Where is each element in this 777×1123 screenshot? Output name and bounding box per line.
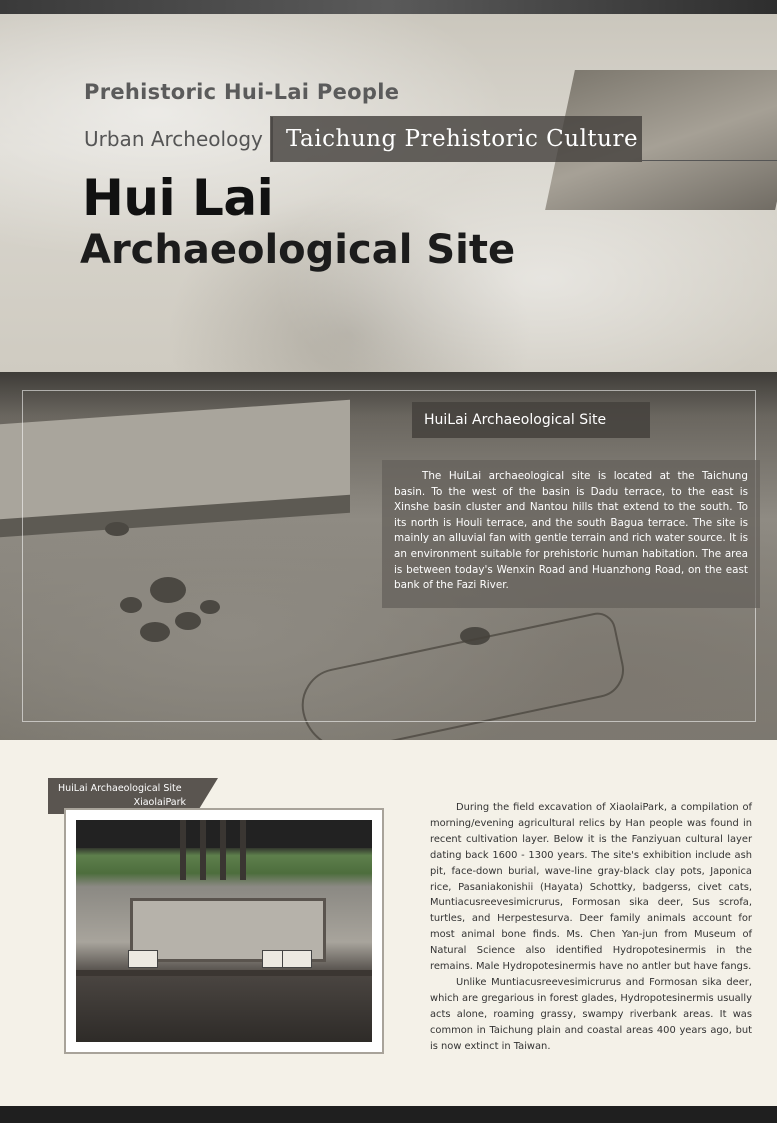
category-tag-plain: Urban Archeology	[84, 117, 273, 161]
info-sign	[128, 950, 158, 968]
bottom-border-strip	[0, 1106, 777, 1123]
roof-beam	[200, 820, 206, 880]
roof-beam	[240, 820, 246, 880]
park-paragraph-2: Unlike Muntiacusreevesimicrurus and Formosan sika deer, which are gregarious in forest glades, Hydropotesinermis usually acts alone, roaming grassy, swampy riverbank areas. It was common in Taichung plain and coastal areas 400 years ago, but is now extinct in Taiwan.	[430, 976, 752, 1052]
excavation-photo	[0, 372, 777, 740]
tag-divider-line	[642, 160, 777, 161]
park-description	[430, 800, 752, 1055]
intro-label: HuiLai Archaeological Site	[412, 402, 650, 438]
page-title-line1: Hui Lai	[82, 169, 274, 227]
roof-beam	[220, 820, 226, 880]
page-title-line2: Archaeological Site	[80, 227, 516, 273]
category-tag-row	[84, 117, 273, 161]
series-kicker: Prehistoric Hui-Lai People	[84, 80, 400, 104]
park-label-line2: XiaolaiPark	[133, 797, 186, 808]
roof-beam	[180, 820, 186, 880]
top-border-strip	[0, 0, 777, 14]
park-paragraph-1: During the field excavation of XiaolaiPark, a compilation of morning/evening agricultural relics by Han people was found in recent cultivation layer. Below it is the Fanziyuan cultural layer dating back 1600 - 1300 years. The site's exhibition include ash pit, face-down burial, wave-line gray-black clay pots, Japonica rice, Pasaniakonishii (Hayata) Schottky, badgerss, civet cats, Muntiacusreevesimicrurus, Formosan sika deer, Sus scrofa, turtles, and Herpestesurva. Deer family animals account for most animal bone finds. Ms. Chen Yan-jun from Museum of Natural Science also identified Hydropotesinermis in the remains. Male Hydropotesinermis have no antler but have fangs.	[430, 802, 752, 973]
park-label-line1: HuiLai Archaeological Site	[58, 783, 182, 794]
info-sign	[282, 950, 312, 968]
header-banner	[0, 0, 777, 372]
intro-text: The HuiLai archaeological site is located at the Taichung basin. To the west of the basin is Dadu terrace, to the east is Xinshe basin cluster and Nantou hills that extend to the south. To its north is Houli terrace, and the south Bagua terrace. The site is mainly an alluvial fan with gentle terrain and rich water source. It is an environment suitable for prehistoric human habitation. The area is between today's Wenxin Road and Huanzhong Road, on the east bank of the Fazi River.	[382, 460, 760, 608]
park-exhibition-photo	[76, 820, 372, 1042]
park-photo-frame	[64, 808, 384, 1054]
viewing-rail	[76, 970, 372, 976]
category-tag-dark: Taichung Prehistoric Culture	[270, 116, 642, 162]
